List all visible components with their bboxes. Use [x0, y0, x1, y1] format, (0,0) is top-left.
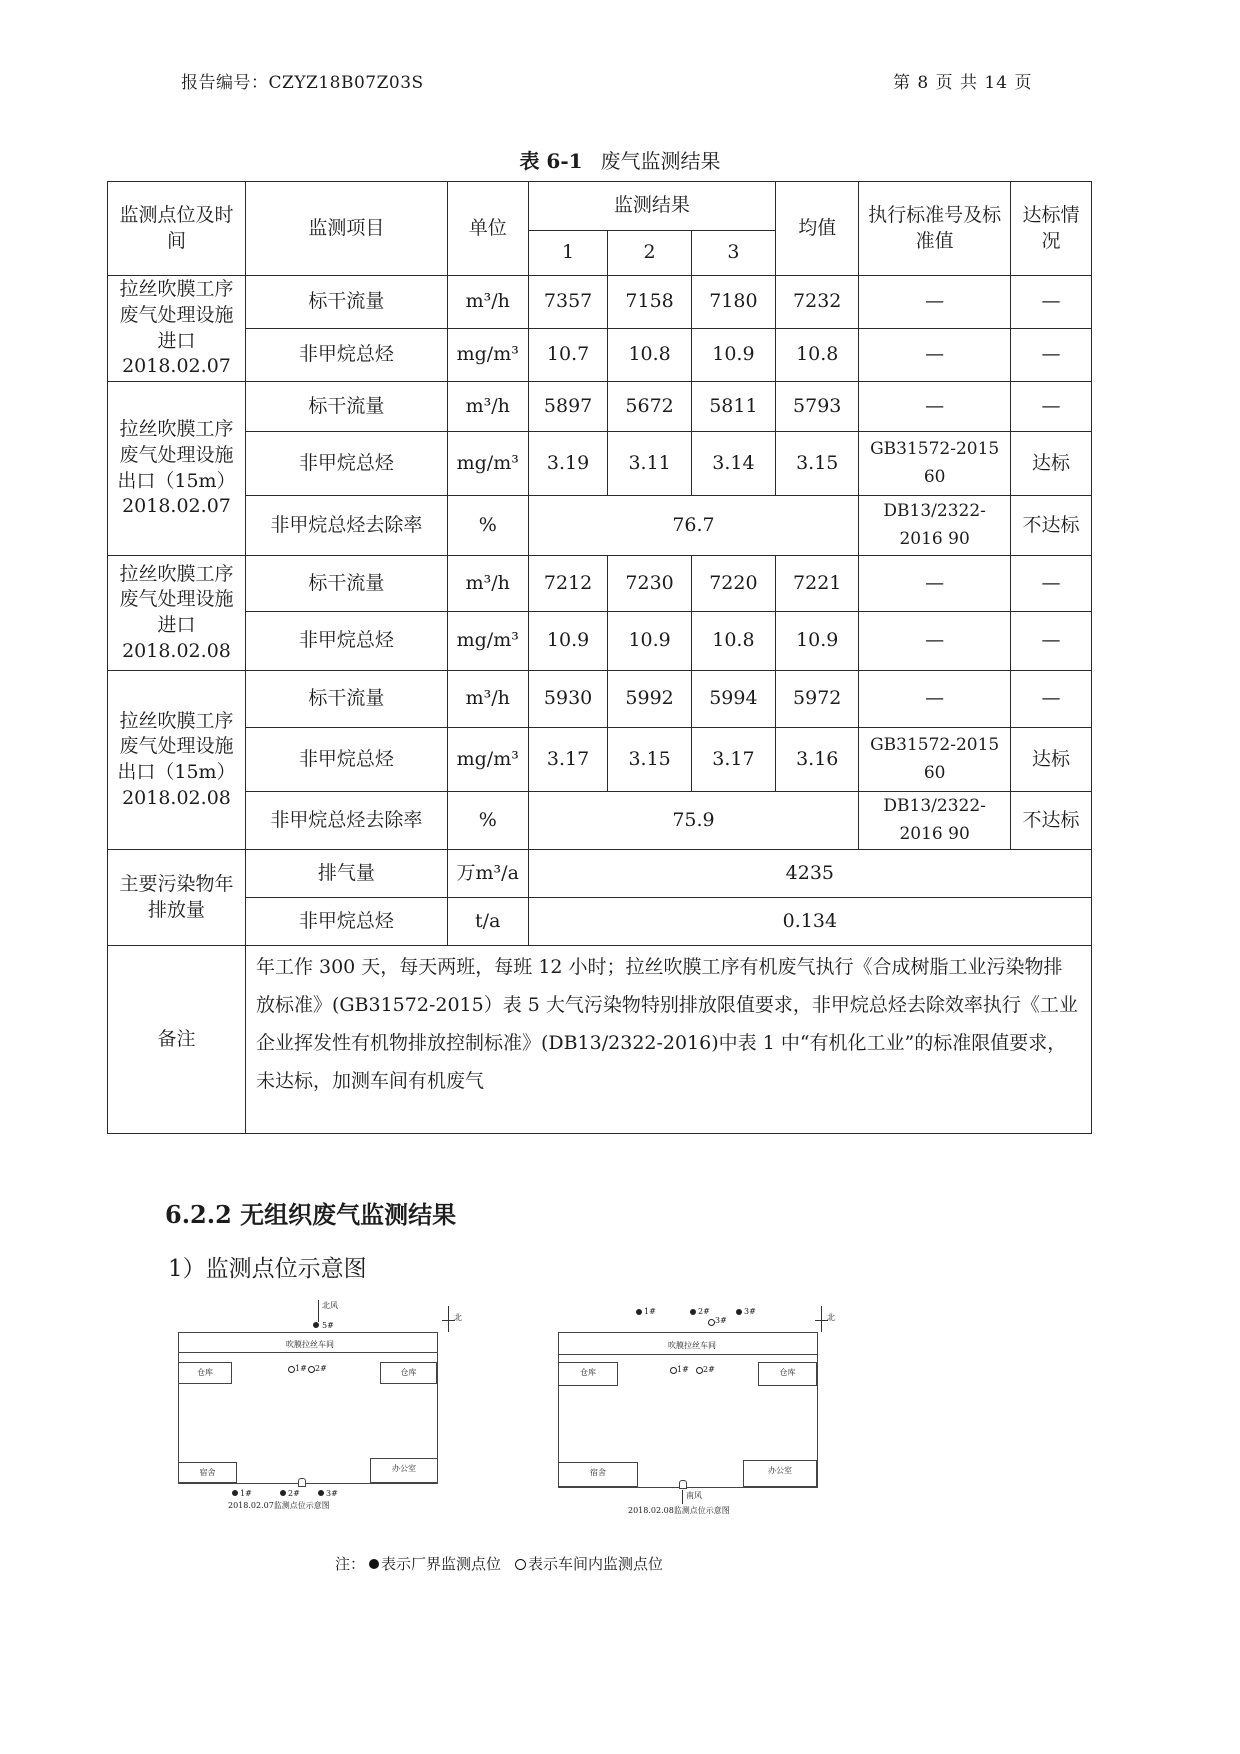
standard-cell: — [859, 329, 1011, 382]
unit-cell: m³/h [447, 382, 528, 432]
boundary-point [318, 1490, 324, 1496]
removal-rate-cell: 76.7 [528, 496, 859, 556]
unit-cell: mg/m³ [447, 612, 528, 671]
value-cell: 7180 [691, 276, 775, 329]
value-cell: 10.8 [608, 329, 691, 382]
standard-cell: DB13/2322-2016 90 [859, 496, 1011, 556]
legend-workshop: 表示车间内监测点位 [528, 1555, 664, 1573]
workshop-point [308, 1366, 315, 1373]
site-diagram-0208 [558, 1300, 858, 1515]
site-diagram-0207 [170, 1300, 470, 1510]
status-cell: 不达标 [1010, 792, 1091, 850]
room-dormitory: 宿舍 [178, 1462, 237, 1483]
value-cell: 7220 [691, 556, 775, 612]
room-dormitory: 宿舍 [558, 1462, 638, 1487]
status-cell: — [1010, 329, 1091, 382]
value-cell: 5897 [528, 382, 608, 432]
room-office: 办公室 [743, 1460, 817, 1487]
diagram-caption: 2018.02.08监测点位示意图 [628, 1506, 730, 1515]
point-label: 5# [322, 1321, 334, 1330]
north-label: 北 [454, 1313, 462, 1322]
boundary-point [736, 1309, 742, 1315]
unit-cell: m³/h [447, 671, 528, 728]
north-arrow-icon [448, 1306, 449, 1332]
status-cell: — [1010, 382, 1091, 432]
report-number: 报告编号：CZYZ18B07Z03S [181, 73, 424, 93]
unit-cell: mg/m³ [447, 432, 528, 496]
header-point-time: 监测点位及时间 [108, 182, 246, 276]
point-label: 3# [326, 1489, 338, 1498]
unit-cell: m³/h [447, 556, 528, 612]
workshop-divider [178, 1352, 438, 1353]
room-warehouse-left: 仓库 [178, 1362, 232, 1384]
table-row [108, 671, 1092, 728]
workshop-label: 吹膜拉丝车间 [286, 1340, 334, 1349]
header-compliance: 达标情况 [1010, 182, 1091, 276]
mean-cell: 5793 [776, 382, 859, 432]
value-cell: 5994 [691, 671, 775, 728]
value-cell: 10.9 [691, 329, 775, 382]
workshop-point [696, 1367, 703, 1374]
status-cell: 达标 [1010, 728, 1091, 792]
value-cell: 7357 [528, 276, 608, 329]
location-cell: 拉丝吹膜工序废气处理设施进口2018.02.08 [108, 556, 246, 671]
point-label: 1# [677, 1365, 689, 1374]
boundary-point [232, 1490, 238, 1496]
item-cell: 标干流量 [245, 556, 447, 612]
item-cell: 非甲烷总烃 [245, 898, 447, 946]
item-cell: 非甲烷总烃 [245, 329, 447, 382]
value-cell: 10.9 [608, 612, 691, 671]
item-cell: 标干流量 [245, 671, 447, 728]
mean-cell: 5972 [776, 671, 859, 728]
point-label: 2# [698, 1307, 710, 1316]
room-warehouse-right: 仓库 [758, 1362, 817, 1386]
unit-cell: m³/h [447, 276, 528, 329]
standard-cell: — [859, 556, 1011, 612]
workshop-divider [558, 1354, 818, 1355]
header-run-1: 1 [528, 231, 608, 276]
point-label: 1# [295, 1364, 307, 1373]
value-cell: 5811 [691, 382, 775, 432]
value-cell: 3.11 [608, 432, 691, 496]
value-cell: 3.15 [608, 728, 691, 792]
mean-cell: 7232 [776, 276, 859, 329]
value-cell: 5992 [608, 671, 691, 728]
boundary-point-hollow [708, 1319, 715, 1326]
item-cell: 非甲烷总烃 [245, 612, 447, 671]
table-row [108, 556, 1092, 612]
table-row [108, 612, 1092, 671]
hollow-dot-icon [515, 1559, 526, 1570]
point-label: 3# [715, 1316, 727, 1325]
table-row [108, 496, 1092, 556]
standard-cell: — [859, 276, 1011, 329]
value-cell: 10.9 [528, 612, 608, 671]
wind-arrow-icon [682, 1490, 683, 1504]
standard-cell: — [859, 382, 1011, 432]
point-label: 2# [288, 1489, 300, 1498]
table-caption [0, 145, 1240, 174]
value-cell: 5930 [528, 671, 608, 728]
north-arrow-icon [821, 1306, 822, 1332]
point-label: 3# [744, 1307, 756, 1316]
status-cell: 不达标 [1010, 496, 1091, 556]
room-warehouse-right: 仓库 [380, 1362, 437, 1384]
table-number: 表 6-1 [519, 149, 583, 173]
table-row [108, 792, 1092, 850]
boundary-point [636, 1309, 642, 1315]
section-subtitle: 1）监测点位示意图 [168, 1256, 367, 1282]
solid-dot-icon [369, 1559, 379, 1569]
header-mean: 均值 [776, 182, 859, 276]
annual-value-cell: 0.134 [528, 898, 1091, 946]
wind-label: 南风 [686, 1491, 702, 1500]
workshop-label: 吹膜拉丝车间 [668, 1341, 716, 1350]
gate-icon [298, 1478, 306, 1487]
header-unit: 单位 [447, 182, 528, 276]
standard-cell: — [859, 671, 1011, 728]
standard-cell: — [859, 612, 1011, 671]
exhaust-gas-results-table [107, 181, 1092, 1134]
value-cell: 10.7 [528, 329, 608, 382]
table-row [108, 850, 1092, 898]
wind-arrow-icon [318, 1300, 319, 1322]
boundary-point [280, 1490, 286, 1496]
mean-cell: 3.16 [776, 728, 859, 792]
unit-cell: mg/m³ [447, 329, 528, 382]
location-cell: 拉丝吹膜工序废气处理设施进口2018.02.07 [108, 276, 246, 382]
value-cell: 3.17 [528, 728, 608, 792]
wind-label: 北风 [322, 1301, 338, 1310]
header-standard: 执行标准号及标准值 [859, 182, 1011, 276]
mean-cell: 3.15 [776, 432, 859, 496]
location-cell: 拉丝吹膜工序废气处理设施出口（15m）2018.02.07 [108, 382, 246, 556]
legend-prefix: 注： [335, 1555, 366, 1573]
status-cell: — [1010, 556, 1091, 612]
header-run-2: 2 [608, 231, 691, 276]
status-cell: 达标 [1010, 432, 1091, 496]
point-label: 2# [703, 1365, 715, 1374]
annual-value-cell: 4235 [528, 850, 1091, 898]
table-title: 废气监测结果 [600, 149, 721, 173]
table-row [108, 276, 1092, 329]
value-cell: 3.19 [528, 432, 608, 496]
status-cell: — [1010, 276, 1091, 329]
item-cell: 非甲烷总烃 [245, 728, 447, 792]
value-cell: 7212 [528, 556, 608, 612]
note-text-cell: 年工作 300 天，每天两班，每班 12 小时；拉丝吹膜工序有机废气执行《合成树脂工业污染物排放标准》(GB31572-2015）表 5 大气污染物特别排放限值要求，非甲烷总烃去除效率执行《工业企业挥发性有机物排放控制标准》(DB13/2322-2016)中表 1 中“有机化工业”的标准限值要求，未达标，加测车间有机废气 [245, 946, 1091, 1134]
header-run-3: 3 [691, 231, 775, 276]
header-results: 监测结果 [528, 182, 775, 231]
point-label: 2# [315, 1364, 327, 1373]
value-cell: 7230 [608, 556, 691, 612]
boundary-point [313, 1322, 319, 1328]
value-cell: 7158 [608, 276, 691, 329]
removal-rate-cell: 75.9 [528, 792, 859, 850]
standard-cell: GB31572-2015 60 [859, 432, 1011, 496]
workshop-point [670, 1367, 677, 1374]
standard-cell: GB31572-2015 60 [859, 728, 1011, 792]
status-cell: — [1010, 612, 1091, 671]
point-label: 1# [240, 1489, 252, 1498]
diagram-legend [335, 1553, 663, 1574]
item-cell: 非甲烷总烃 [245, 432, 447, 496]
diagram-caption: 2018.02.07监测点位示意图 [228, 1501, 330, 1510]
mean-cell: 7221 [776, 556, 859, 612]
status-cell: — [1010, 671, 1091, 728]
north-label: 北 [827, 1313, 835, 1322]
item-cell: 非甲烷总烃去除率 [245, 792, 447, 850]
unit-cell: 万m³/a [447, 850, 528, 898]
section-title: 6.2.2 无组织废气监测结果 [165, 1200, 457, 1229]
header-item: 监测项目 [245, 182, 447, 276]
unit-cell: % [447, 792, 528, 850]
room-office: 办公室 [370, 1458, 438, 1483]
standard-cell: DB13/2322-2016 90 [859, 792, 1011, 850]
item-cell: 排气量 [245, 850, 447, 898]
value-cell: 3.14 [691, 432, 775, 496]
table-row [108, 728, 1092, 792]
room-warehouse-left: 仓库 [558, 1362, 618, 1386]
annual-label-cell: 主要污染物年排放量 [108, 850, 246, 946]
item-cell: 非甲烷总烃去除率 [245, 496, 447, 556]
item-cell: 标干流量 [245, 382, 447, 432]
unit-cell: mg/m³ [447, 728, 528, 792]
workshop-point [288, 1366, 295, 1373]
legend-boundary: 表示厂界监测点位 [381, 1555, 502, 1573]
table-row [108, 432, 1092, 496]
value-cell: 10.8 [691, 612, 775, 671]
table-row [108, 329, 1092, 382]
mean-cell: 10.9 [776, 612, 859, 671]
note-label-cell: 备注 [108, 946, 246, 1134]
unit-cell: t/a [447, 898, 528, 946]
table-row [108, 898, 1092, 946]
page-info: 第 8 页 共 14 页 [893, 73, 1033, 93]
unit-cell: % [447, 496, 528, 556]
table-row [108, 382, 1092, 432]
value-cell: 5672 [608, 382, 691, 432]
item-cell: 标干流量 [245, 276, 447, 329]
boundary-point [690, 1309, 696, 1315]
table-row [108, 946, 1092, 1134]
mean-cell: 10.8 [776, 329, 859, 382]
value-cell: 3.17 [691, 728, 775, 792]
point-label: 1# [644, 1307, 656, 1316]
gate-icon [679, 1480, 687, 1489]
location-cell: 拉丝吹膜工序废气处理设施出口（15m）2018.02.08 [108, 671, 246, 850]
